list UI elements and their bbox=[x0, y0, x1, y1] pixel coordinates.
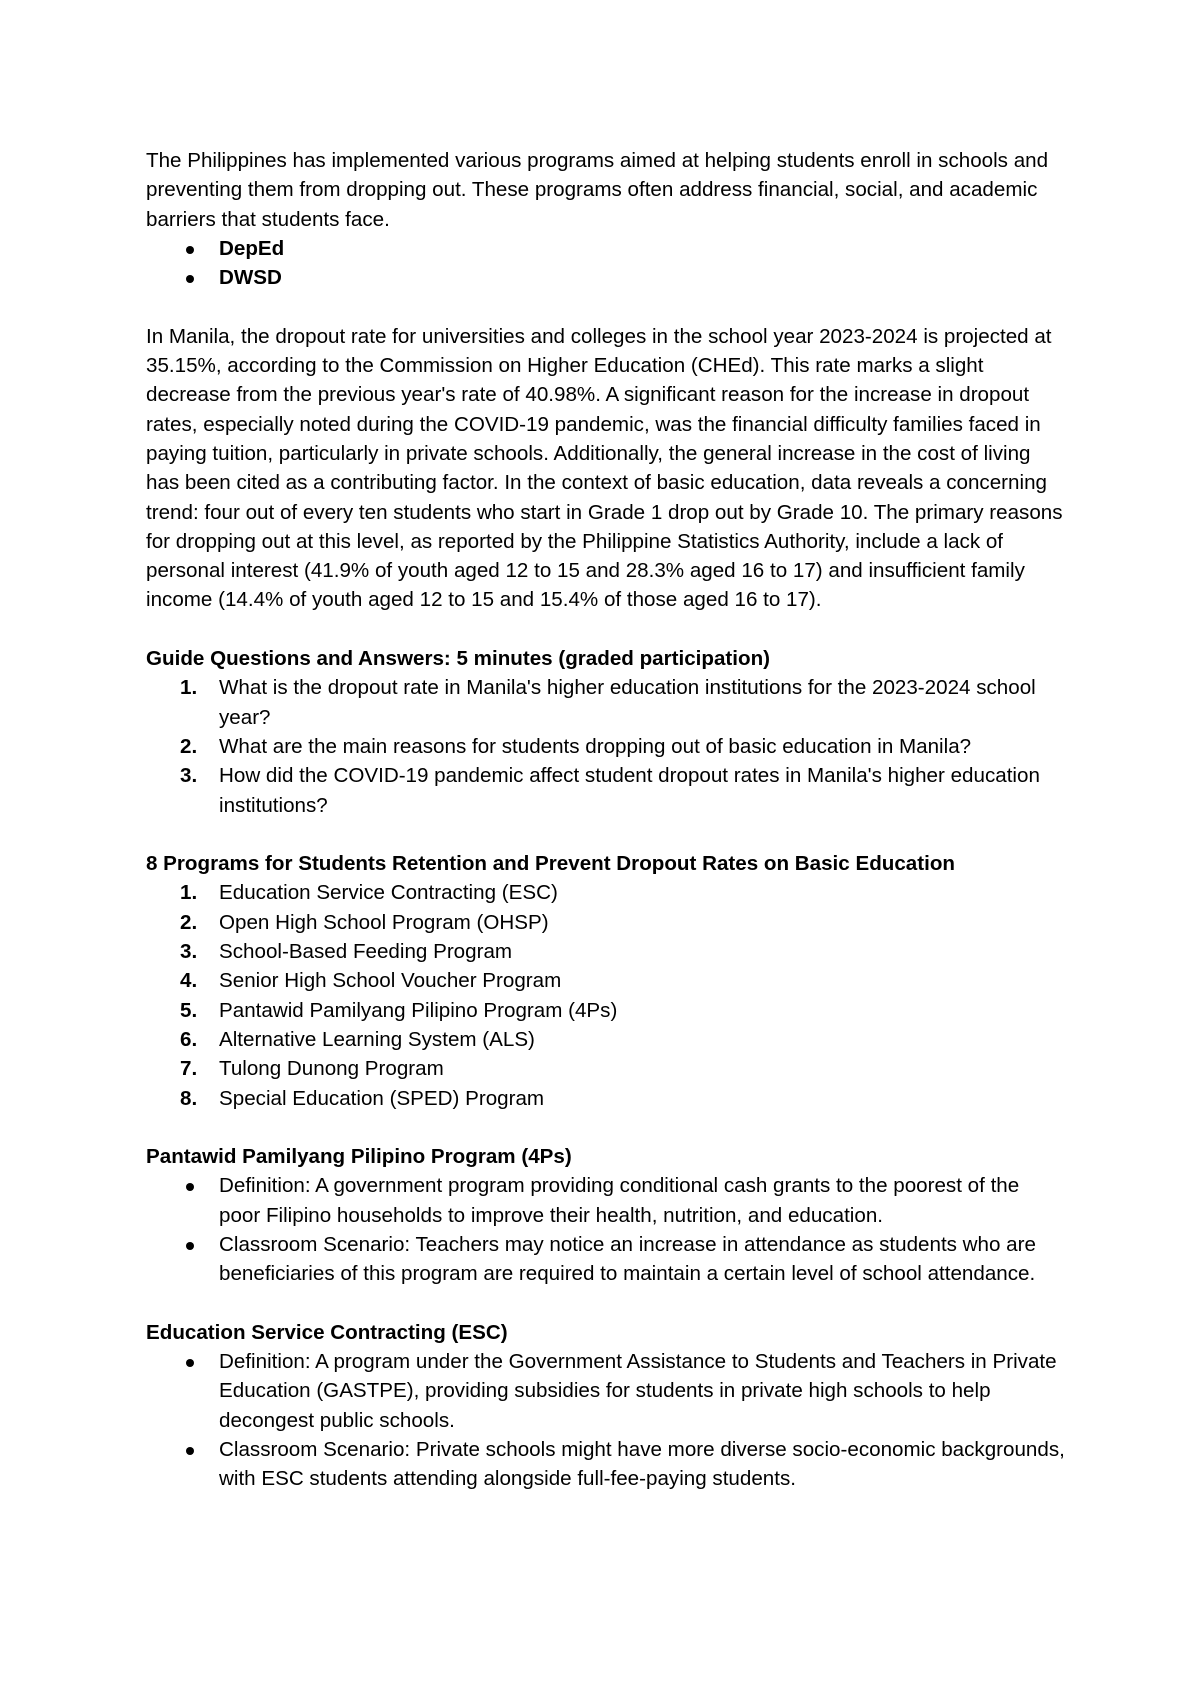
list-item: Definition: A program under the Government Assistance to Students and Teachers in Private Education (GASTPE), providing subsidies for students in private high schools to help decongest public schools. bbox=[146, 1347, 1066, 1435]
spacer bbox=[146, 1113, 1066, 1142]
list-item bbox=[146, 1084, 1066, 1113]
list-item-text: How did the COVID-19 pandemic affect student dropout rates in Manila's higher education institutions? bbox=[219, 764, 1040, 817]
guide-questions-list bbox=[146, 673, 1066, 819]
list-number: 5. bbox=[180, 998, 198, 1022]
esc-heading: Education Service Contracting (ESC) bbox=[146, 1320, 508, 1344]
fourps-heading: Pantawid Pamilyang Pilipino Program (4Ps) bbox=[146, 1145, 572, 1169]
programs-list bbox=[146, 878, 1066, 1112]
list-item: Classroom Scenario: Teachers may notice an increase in attendance as students who are beneficiaries of this program are required to maintain a certain level of school attendance. bbox=[146, 1230, 1066, 1289]
list-number: 1. bbox=[180, 881, 198, 905]
list-number: 7. bbox=[180, 1057, 198, 1081]
list-item bbox=[146, 878, 1066, 907]
list-number: 4. bbox=[180, 969, 198, 993]
list-item-text: Open High School Program (OHSP) bbox=[219, 910, 549, 934]
context-paragraph: In Manila, the dropout rate for universities and colleges in the school year 2023-2024 is projected at 35.15%, according to the Commission on Higher Education (CHEd). This rate marks a slight decrease from the previous year's rate of 40.98%. A significant reason for the increase in dropout rates, especially noted during the COVID-19 pandemic, was the financial difficulty families faced in paying tuition, particularly in private schools. Additionally, the general increase in the cost of living has been cited as a contributing factor. In the context of basic education, data reveals a concerning trend: four out of every ten students who start in Grade 1 drop out by Grade 10. The primary reasons for dropping out at this level, as reported by the Philippine Statistics Authority, include a lack of personal interest (41.9% of youth aged 12 to 15 and 28.3% aged 16 to 17) and insufficient family income (14.4% of youth aged 12 to 15 and 15.4% of those aged 16 to 17). bbox=[146, 324, 1063, 612]
list-item-text: Special Education (SPED) Program bbox=[219, 1086, 545, 1110]
list-item bbox=[146, 673, 1066, 732]
list-item bbox=[146, 761, 1066, 820]
list-number: 1. bbox=[180, 676, 198, 700]
spacer bbox=[146, 820, 1066, 849]
list-item-text: Education Service Contracting (ESC) bbox=[219, 881, 558, 905]
list-item bbox=[146, 1054, 1066, 1083]
list-item-text: Pantawid Pamilyang Pilipino Program (4Ps) bbox=[219, 998, 618, 1022]
list-item-text: Alternative Learning System (ALS) bbox=[219, 1027, 535, 1051]
list-number: 2. bbox=[180, 734, 198, 758]
list-item bbox=[146, 966, 1066, 995]
list-item-text: What are the main reasons for students dropping out of basic education in Manila? bbox=[219, 734, 972, 758]
list-number: 8. bbox=[180, 1086, 198, 1110]
list-item-text: Tulong Dunong Program bbox=[219, 1057, 444, 1081]
list-item bbox=[146, 937, 1066, 966]
list-number: 2. bbox=[180, 910, 198, 934]
list-number: 3. bbox=[180, 764, 198, 788]
list-item: DepEd bbox=[146, 234, 1066, 263]
list-item bbox=[146, 1025, 1066, 1054]
list-item-text: School-Based Feeding Program bbox=[219, 940, 513, 964]
guide-questions-heading: Guide Questions and Answers: 5 minutes (graded participation) bbox=[146, 647, 771, 671]
spacer bbox=[146, 292, 1066, 321]
esc-list bbox=[146, 1347, 1066, 1493]
list-item: DWSD bbox=[146, 263, 1066, 292]
list-item bbox=[146, 908, 1066, 937]
list-item: Definition: A government program providing conditional cash grants to the poorest of the poor Filipino households to improve their health, nutrition, and education. bbox=[146, 1171, 1066, 1230]
list-number: 6. bbox=[180, 1027, 198, 1051]
programs-heading: 8 Programs for Students Retention and Prevent Dropout Rates on Basic Education bbox=[146, 852, 955, 876]
list-item-text: Senior High School Voucher Program bbox=[219, 969, 562, 993]
list-item bbox=[146, 732, 1066, 761]
list-item: Classroom Scenario: Private schools might have more diverse socio-economic backgrounds, with ESC students attending alongside full-fee-paying students. bbox=[146, 1435, 1066, 1494]
fourps-list bbox=[146, 1171, 1066, 1288]
spacer bbox=[146, 1289, 1066, 1318]
document-page bbox=[146, 146, 1066, 1494]
intro-paragraph: The Philippines has implemented various programs aimed at helping students enroll in schools and preventing them from dropping out. These programs often address financial, social, and academic barriers that students face. bbox=[146, 149, 1049, 231]
list-number: 3. bbox=[180, 940, 198, 964]
spacer bbox=[146, 615, 1066, 644]
agency-list bbox=[146, 234, 1066, 293]
list-item-text: What is the dropout rate in Manila's higher education institutions for the 2023-2024 school year? bbox=[219, 676, 1036, 729]
list-item bbox=[146, 996, 1066, 1025]
